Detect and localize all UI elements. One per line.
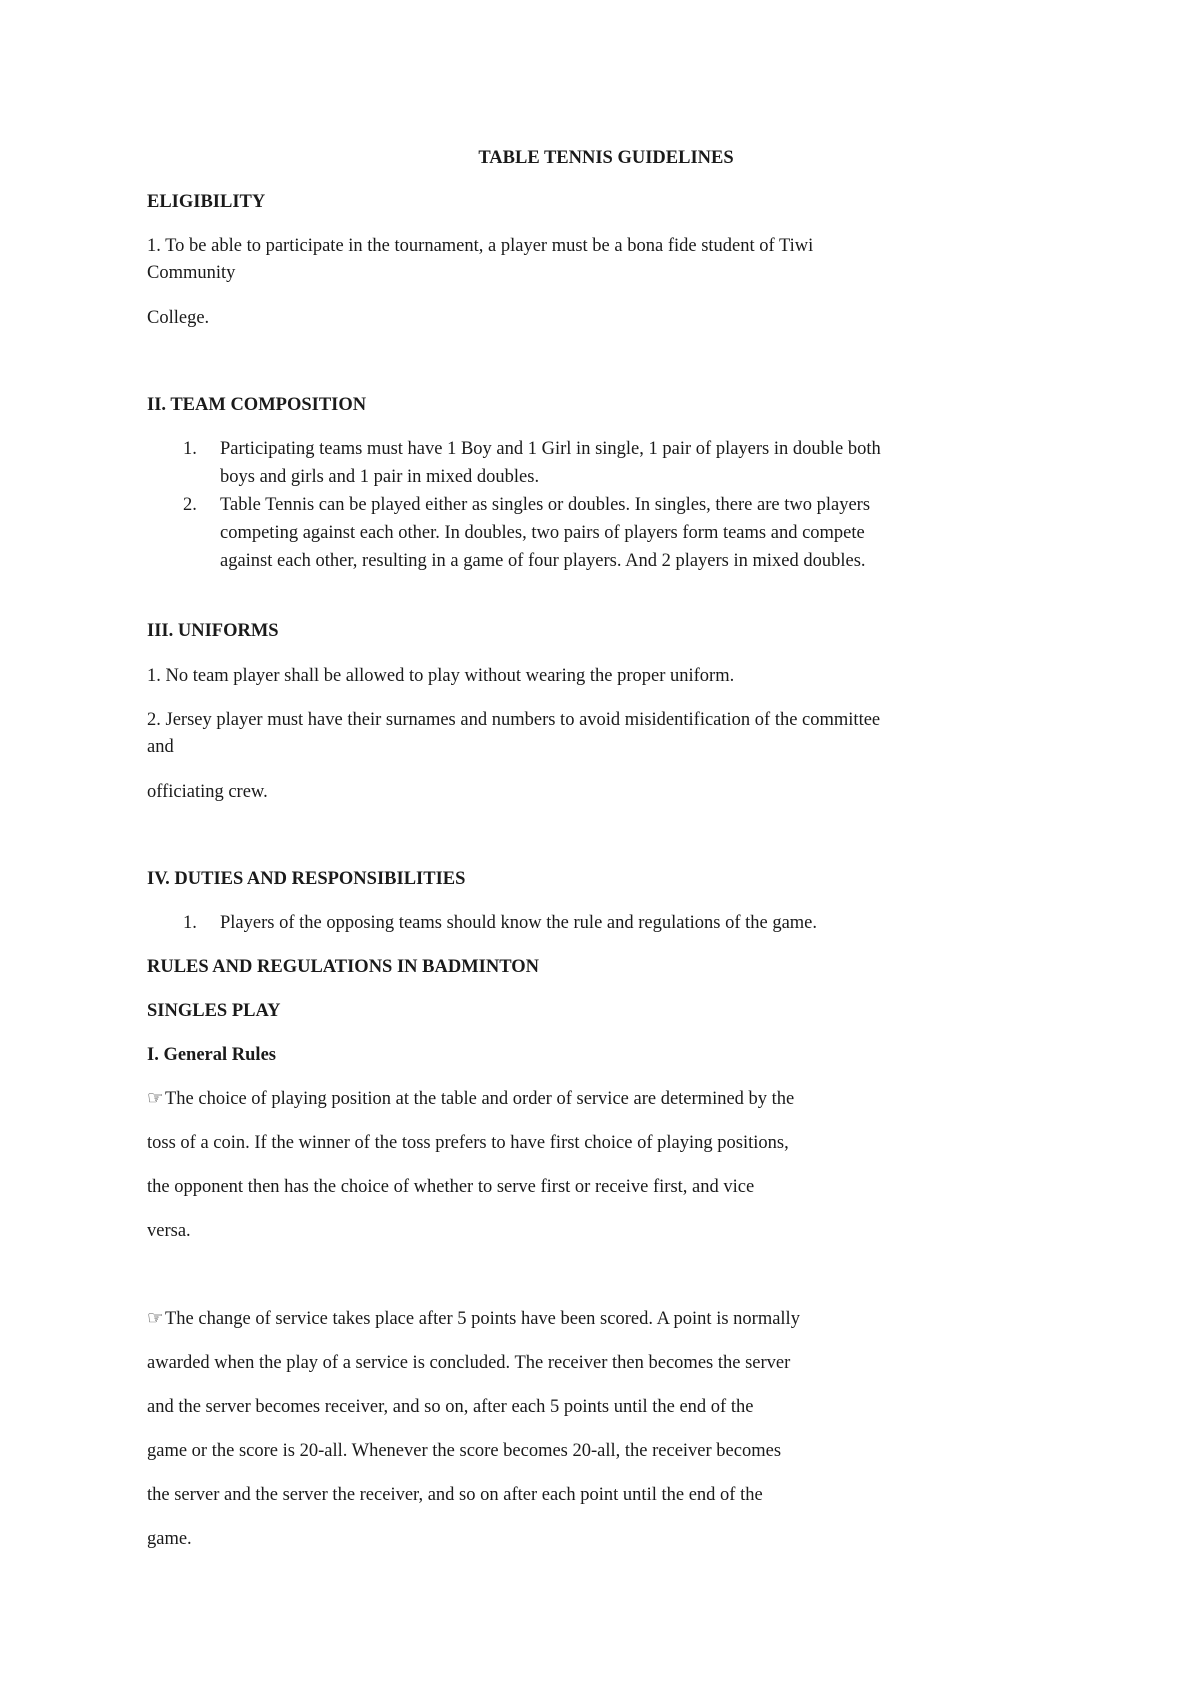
pointing-hand-icon: ☞ [147, 1089, 164, 1109]
eligibility-item-1-line-1: 1. To be able to participate in the tournament, a player must be a bona fide student of Tiwi [147, 236, 814, 256]
document-title: TABLE TENNIS GUIDELINES [478, 148, 734, 168]
team-composition-item-1-number: 1. [183, 439, 197, 459]
paragraph-2-line-3: and the server becomes receiver, and so on, after each 5 points until the end of the [147, 1397, 754, 1417]
general-rules-heading: I. General Rules [147, 1045, 276, 1065]
uniforms-item-2-line-3: officiating crew. [147, 782, 268, 802]
pointing-hand-icon: ☞ [147, 1309, 164, 1329]
duties-heading: IV. DUTIES AND RESPONSIBILITIES [147, 869, 466, 889]
uniforms-heading: III. UNIFORMS [147, 621, 279, 641]
team-composition-heading: II. TEAM COMPOSITION [147, 395, 367, 415]
singles-heading: SINGLES PLAY [147, 1001, 281, 1021]
paragraph-2-line-5: the server and the server the receiver, and so on after each point until the end of the [147, 1485, 763, 1505]
uniforms-item-2-line-2: and [147, 737, 174, 757]
team-composition-item-2-line-3: against each other, resulting in a game of four players. And 2 players in mixed doubles. [220, 551, 866, 571]
eligibility-heading: ELIGIBILITY [147, 192, 266, 212]
paragraph-2-line-1: ☞The change of service takes place after 5 points have been scored. A point is normally [147, 1309, 800, 1329]
duties-item-1-number: 1. [183, 913, 197, 933]
team-composition-item-1-line-2: boys and girls and 1 pair in mixed doubles. [220, 467, 540, 487]
team-composition-item-2-line-2: competing against each other. In doubles, two pairs of players form teams and compete [220, 523, 865, 543]
uniforms-item-1: 1. No team player shall be allowed to play without wearing the proper uniform. [147, 666, 735, 686]
team-composition-item-1-line-1: Participating teams must have 1 Boy and 1 Girl in single, 1 pair of players in double both [220, 439, 881, 459]
eligibility-item-1-line-2: Community [147, 263, 236, 283]
rules-heading: RULES AND REGULATIONS IN BADMINTON [147, 957, 539, 977]
team-composition-item-2-number: 2. [183, 495, 197, 515]
paragraph-2-line-4: game or the score is 20-all. Whenever the score becomes 20-all, the receiver becomes [147, 1441, 782, 1461]
paragraph-1-line-2: toss of a coin. If the winner of the toss prefers to have first choice of playing positions, [147, 1133, 789, 1153]
paragraph-2-line-2: awarded when the play of a service is concluded. The receiver then becomes the server [147, 1353, 791, 1373]
paragraph-2-line-6: game. [147, 1529, 192, 1549]
team-composition-item-2-line-1: Table Tennis can be played either as singles or doubles. In singles, there are two players [220, 495, 871, 515]
paragraph-1-line-3: the opponent then has the choice of whether to serve first or receive first, and vice [147, 1177, 755, 1197]
eligibility-item-1-line-3: College. [147, 308, 210, 328]
duties-item-1-text: Players of the opposing teams should know the rule and regulations of the game. [220, 913, 818, 933]
uniforms-item-2-line-1: 2. Jersey player must have their surnames and numbers to avoid misidentification of the committee [147, 710, 881, 730]
paragraph-1-line-4: versa. [147, 1221, 191, 1241]
paragraph-1-line-1: ☞The choice of playing position at the table and order of service are determined by the [147, 1089, 795, 1109]
